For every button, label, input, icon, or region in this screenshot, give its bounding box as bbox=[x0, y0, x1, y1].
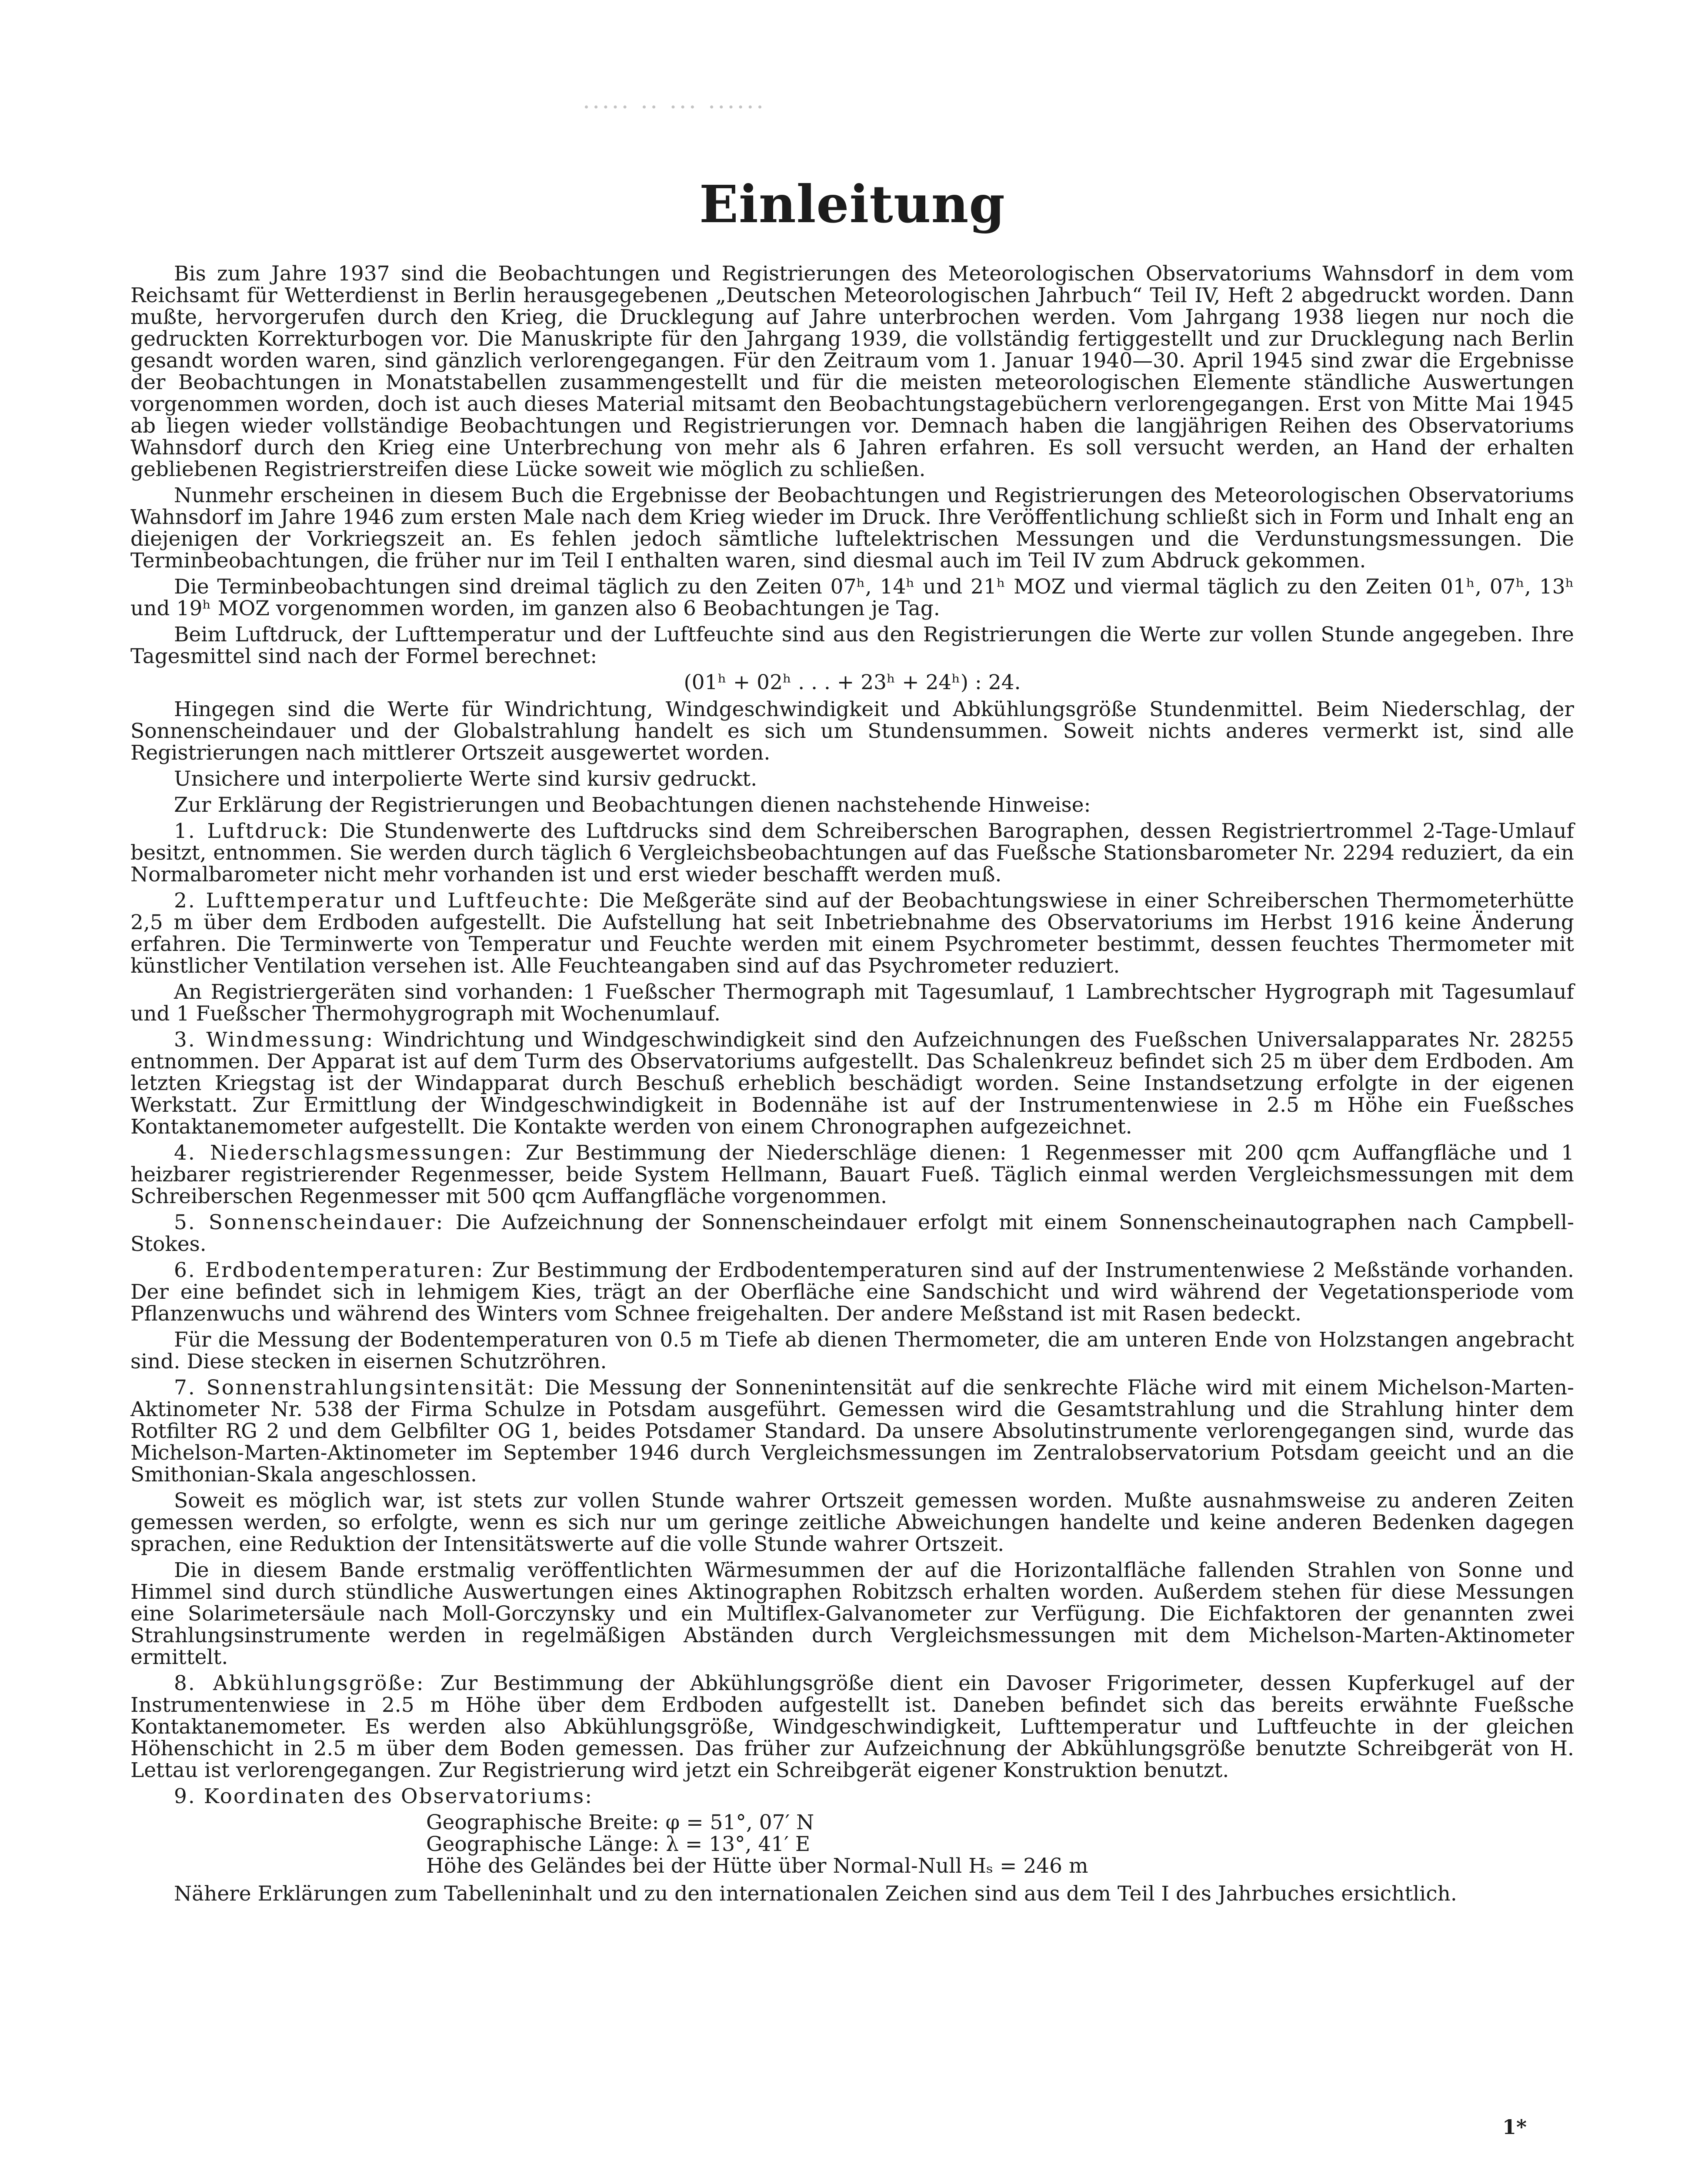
paragraph-hourly-means: Hingegen sind die Werte für Windrichtung, Windgeschwindigkeit und Abkühlungsgröße Stundenmittel. Beim Niederschlag, der Sonnenscheindauer und der Globalstrahlung handelt es sich um Stundensummen. Soweit nichts anderes vermerkt ist, sind alle Registrierungen nach mittlerer Ortszeit ausgewertet worden. bbox=[130, 697, 1574, 765]
coordinate-elevation: Höhe des Geländes bei der Hütte über Normal-Null Hₛ = 246 m bbox=[426, 1854, 1088, 1878]
paragraph-heat-sums: Die in diesem Bande erstmalig veröffentlichten Wärmesummen der auf die Horizontalfläche fallenden Strahlen von Sonne und Himmel sind durch stündliche Auswertungen eines Aktinographen Robitzsch erhalten worden. Außerdem stehen für diese Messungen eine Solarimetersäule nach Moll-Gorczynsky und ein Multiflex-Galvanometer zur Verfügung. Die Eichfaktoren der genannten zwei Strahlungsinstrumente werden in regelmäßigen Abständen durch Vergleichsmessungen mit dem Michelson-Marten-Aktinometer ermittelt. bbox=[130, 1558, 1574, 1669]
body-text bbox=[130, 263, 1574, 1909]
paragraph-publication: Nunmehr erscheinen in diesem Buch die Ergebnisse der Beobachtungen und Registrierungen des Meteorologischen Observatoriums Wahnsdorf im Jahre 1946 zum ersten Male nach dem Krieg wieder im Druck. Ihre Veröffentlichung schließt sich in Form und Inhalt eng an diejenigen der Vorkriegszeit an. Es fehlen jedoch sämtliche luftelektrischen Messungen und die Verdunstungsmessungen. Die Terminbeobachtungen, die früher nur im Teil I enthalten waren, sind diesmal auch im Teil IV zum Abdruck gekommen. bbox=[130, 483, 1574, 573]
paragraph-explanations-intro: Zur Erklärung der Registrierungen und Beobachtungen dienen nachstehende Hinweise: bbox=[174, 793, 1091, 817]
section-text: Zur Bestimmung der Abkühlungsgröße dient ein Davoser Frigorimeter, dessen Kupferkugel auf der Instrumentenwiese in 2.5 m Höhe über dem Erdboden aufgestellt ist. Daneben befindet sich das bereits erwähnte Fueßsche Kontaktanemometer. Es werden also Abkühlungsgröße, Windgeschwindigkeit, Lufttemperatur und Luftfeuchte in der gleichen Höhenschicht in 2.5 m über dem Boden gemessen. Das früher zur Aufzeichnung der Abkühlungsgröße benutzte Schreibgerät von H. Lettau ist verlorengegangen. Zur Registrierung wird jetzt ein Schreibgerät eigener Konstruktion benutzt. bbox=[130, 1671, 1574, 1782]
section-wind-measurement bbox=[130, 1029, 1574, 1138]
faded-header-mark: ····· ·· ··· ······ bbox=[583, 93, 766, 121]
section-text: Windrichtung und Windgeschwindigkeit sind den Aufzeichnungen des Fueßschen Universalapparates Nr. 28255 entnommen. Der Apparat ist auf dem Turm des Observatoriums aufgestellt. Das Schalenkreuz befindet sich 25 m über dem Erdboden. Am letzten Kriegstag ist der Windapparat durch Beschuß erheblich beschädigt worden. Seine Instandsetzung erfolgte in der eigenen Werkstatt. Zur Ermittlung der Windgeschwindigkeit in Bodennähe ist auf der Instrumentenwiese in 2.5 m Höhe ein Fueßsches Kontaktanemometer aufgestellt. Die Kontakte werden von einem Chronographen aufgezeichnet. bbox=[130, 1028, 1574, 1139]
section-text: Die Meßgeräte sind auf der Beobachtungswiese in einer Schreiberschen Thermometerhütte 2,5 m über dem Erdboden aufgestellt. Die Aufstellung hat seit Inbetriebnahme des Observatoriums im Herbst 1916 keine Änderung erfahren. Die Terminwerte von Temperatur und Feuchte werden mit einem Psychrometer bestimmt, dessen feuchtes Thermometer mit künstlicher Ventilation versehen ist. Alle Feuchteangaben sind auf das Psychrometer reduziert. bbox=[130, 889, 1574, 978]
paragraph-measurement-times: Soweit es möglich war, ist stets zur vollen Stunde wahrer Ortszeit gemessen worden. Mußte ausnahmsweise zu anderen Zeiten gemessen werden, so erfolgte, wenn es sich nur um geringe zeitliche Abweichungen handelte und keine anderen Bedenken dagegen sprachen, eine Reduktion der Intensitätswerte auf die volle Stunde wahrer Ortszeit. bbox=[130, 1489, 1574, 1556]
section-coordinates bbox=[130, 1786, 1574, 1807]
section-heading: 3. Windmessung: bbox=[174, 1028, 374, 1052]
section-text: Zur Bestimmung der Niederschläge dienen: 1 Regenmesser mit 200 qcm Auffangfläche und 1 heizbarer registrierender Regenmesser, beide System Hellmann, Bauart Fueß. Täglich einmal werden Vergleichsmessungen mit dem Schreiberschen Regenmesser mit 500 qcm Auffangfläche vorgenommen. bbox=[130, 1141, 1574, 1208]
section-text: Die Stundenwerte des Luftdrucks sind dem Schreiberschen Barographen, dessen Registriertrommel 2-Tage-Umlauf besitzt, entnommen. Sie werden durch täglich 6 Vergleichsbeobachtungen auf das Fueßsche Stationsbarometer Nr. 2294 reduziert, da ein Normalbarometer nicht mehr vorhanden ist und erst wieder beschafft werden muß. bbox=[130, 819, 1574, 887]
paragraph-history: Bis zum Jahre 1937 sind die Beobachtungen und Registrierungen des Meteorologischen Observatoriums Wahnsdorf in dem vom Reichsamt für Wetterdienst in Berlin herausgegebenen „Deutschen Meteorologischen Jahrbuch“ Teil IV, Heft 2 abgedruckt worden. Dann mußte, hervorgerufen durch den Krieg, die Drucklegung auf Jahre unterbrochen werden. Vom Jahrgang 1938 liegen nur noch die gedruckten Korrekturbogen vor. Die Manuskripte für den Jahrgang 1939, die vollständig fertiggestellt und zur Drucklegung nach Berlin gesandt worden waren, sind gänzlich verlorengegangen. Für den Zeitraum vom 1. Januar 1940—30. April 1945 sind zwar die Ergebnisse der Beobachtungen in Monatstabellen zusammengestellt und für die meisten meteorologischen Elemente ständliche Auswertungen vorgenommen worden, doch ist auch dieses Material mitsamt den Beobachtungstagebüchern verlorengegangen. Erst von Mitte Mai 1945 ab liegen wieder vollständige Beobachtungen und Registrierungen vor. Demnach haben die langjährigen Reihen des Observatoriums Wahnsdorf durch den Krieg eine Unterbrechung von mehr als 6 Jahren erfahren. Es soll versucht werden, an Hand der erhalten gebliebenen Registrierstreifen diese Lücke soweit wie möglich zu schließen. bbox=[130, 262, 1574, 481]
coordinate-latitude: Geographische Breite: φ = 51°, 07′ N bbox=[426, 1811, 814, 1834]
section-text: Zur Bestimmung der Erdbodentemperaturen sind auf der Instrumentenwiese 2 Meßstände vorhanden. Der eine befindet sich in lehmigem Kies, trägt an der Oberfläche eine Sandschicht und wird während der Vegetationsperiode vom Pflanzenwuchs und während des Winters vom Schnee freigehalten. Der andere Meßstand ist mit Rasen bedeckt. bbox=[130, 1258, 1574, 1326]
section-text: Die Messung der Sonnenintensität auf die senkrechte Fläche wird mit einem Michelson-Marten-Aktinometer Nr. 538 der Firma Schulze in Potsdam ausgeführt. Gemessen wird die Gesamtstrahlung und die Strahlung hinter dem Rotfilter RG 2 und dem Gelbfilter OG 1, beides Potsdamer Standard. Da unsere Absolutinstrumente verlorengegangen sind, wurde das Michelson-Marten-Aktinometer im September 1946 durch Vergleichsmessungen im Zentralobservatorium Potsdam geeicht und an die Smithonian-Skala angeschlossen. bbox=[130, 1376, 1575, 1487]
section-sunshine-duration bbox=[130, 1212, 1574, 1255]
section-air-temperature bbox=[130, 890, 1574, 977]
section-heading: 8. Abkühlungsgröße: bbox=[174, 1671, 425, 1695]
section-heading: 6. Erdbodentemperaturen: bbox=[174, 1258, 484, 1282]
page-number: 1* bbox=[1502, 2115, 1527, 2139]
paragraph-italic-note: Unsichere und interpolierte Werte sind kursiv gedruckt. bbox=[174, 767, 757, 791]
section-heading: 5. Sonnenscheindauer: bbox=[174, 1210, 444, 1234]
paragraph-soil-thermometers: Für die Messung der Bodentemperaturen von 0.5 m Tiefe ab dienen Thermometer, die am unteren Ende von Holzstangen angebracht sind. Diese stecken in eisernen Schutzröhren. bbox=[130, 1328, 1574, 1374]
section-cooling-power bbox=[130, 1673, 1574, 1781]
section-solar-radiation bbox=[130, 1377, 1574, 1486]
section-heading: 9. Koordinaten des Observatoriums: bbox=[174, 1784, 594, 1808]
section-text: Die Aufzeichnung der Sonnenscheindauer erfolgt mit einem Sonnenscheinautographen nach Campbell-Stokes. bbox=[130, 1210, 1574, 1256]
section-air-pressure bbox=[130, 820, 1574, 886]
paragraph-observation-times: Die Terminbeobachtungen sind dreimal täglich zu den Zeiten 07ʰ, 14ʰ und 21ʰ MOZ und viermal täglich zu den Zeiten 01ʰ, 07ʰ, 13ʰ und 19ʰ MOZ vorgenommen worden, im ganzen also 6 Beobachtungen je Tag. bbox=[130, 575, 1574, 620]
section-heading: 4. Niederschlagsmessungen: bbox=[174, 1141, 513, 1165]
page-title: Einleitung bbox=[699, 174, 1005, 234]
paragraph-daily-means: Beim Luftdruck, der Lufttemperatur und der Luftfeuchte sind aus den Registrierungen die Werte zur vollen Stunde angegeben. Ihre Tagesmittel sind nach der Formel berechnet: bbox=[130, 623, 1574, 668]
paragraph-closing-note: Nähere Erklärungen zum Tabelleninhalt und zu den internationalen Zeichen sind aus dem Teil I des Jahrbuches ersichtlich. bbox=[174, 1882, 1457, 1906]
section-heading: 1. Luftdruck: bbox=[174, 819, 330, 843]
section-heading: 7. Sonnenstrahlungsintensität: bbox=[174, 1376, 536, 1400]
section-precipitation bbox=[130, 1142, 1574, 1207]
coordinates-block bbox=[426, 1812, 1574, 1877]
section-heading: 2. Lufttemperatur und Luftfeuchte: bbox=[174, 889, 590, 913]
section-soil-temperatures bbox=[130, 1260, 1574, 1325]
paragraph-recording-instruments: An Registriergeräten sind vorhanden: 1 Fueßscher Thermograph mit Tagesumlauf, 1 Lambrechtscher Hygrograph mit Tagesumlauf und 1 Fueßscher Thermohygrograph mit Wochenumlauf. bbox=[130, 980, 1574, 1026]
daily-mean-formula: (01ʰ + 02ʰ . . . + 23ʰ + 24ʰ) : 24. bbox=[684, 670, 1021, 694]
coordinate-longitude: Geographische Länge: λ = 13°, 41′ E bbox=[426, 1832, 811, 1856]
